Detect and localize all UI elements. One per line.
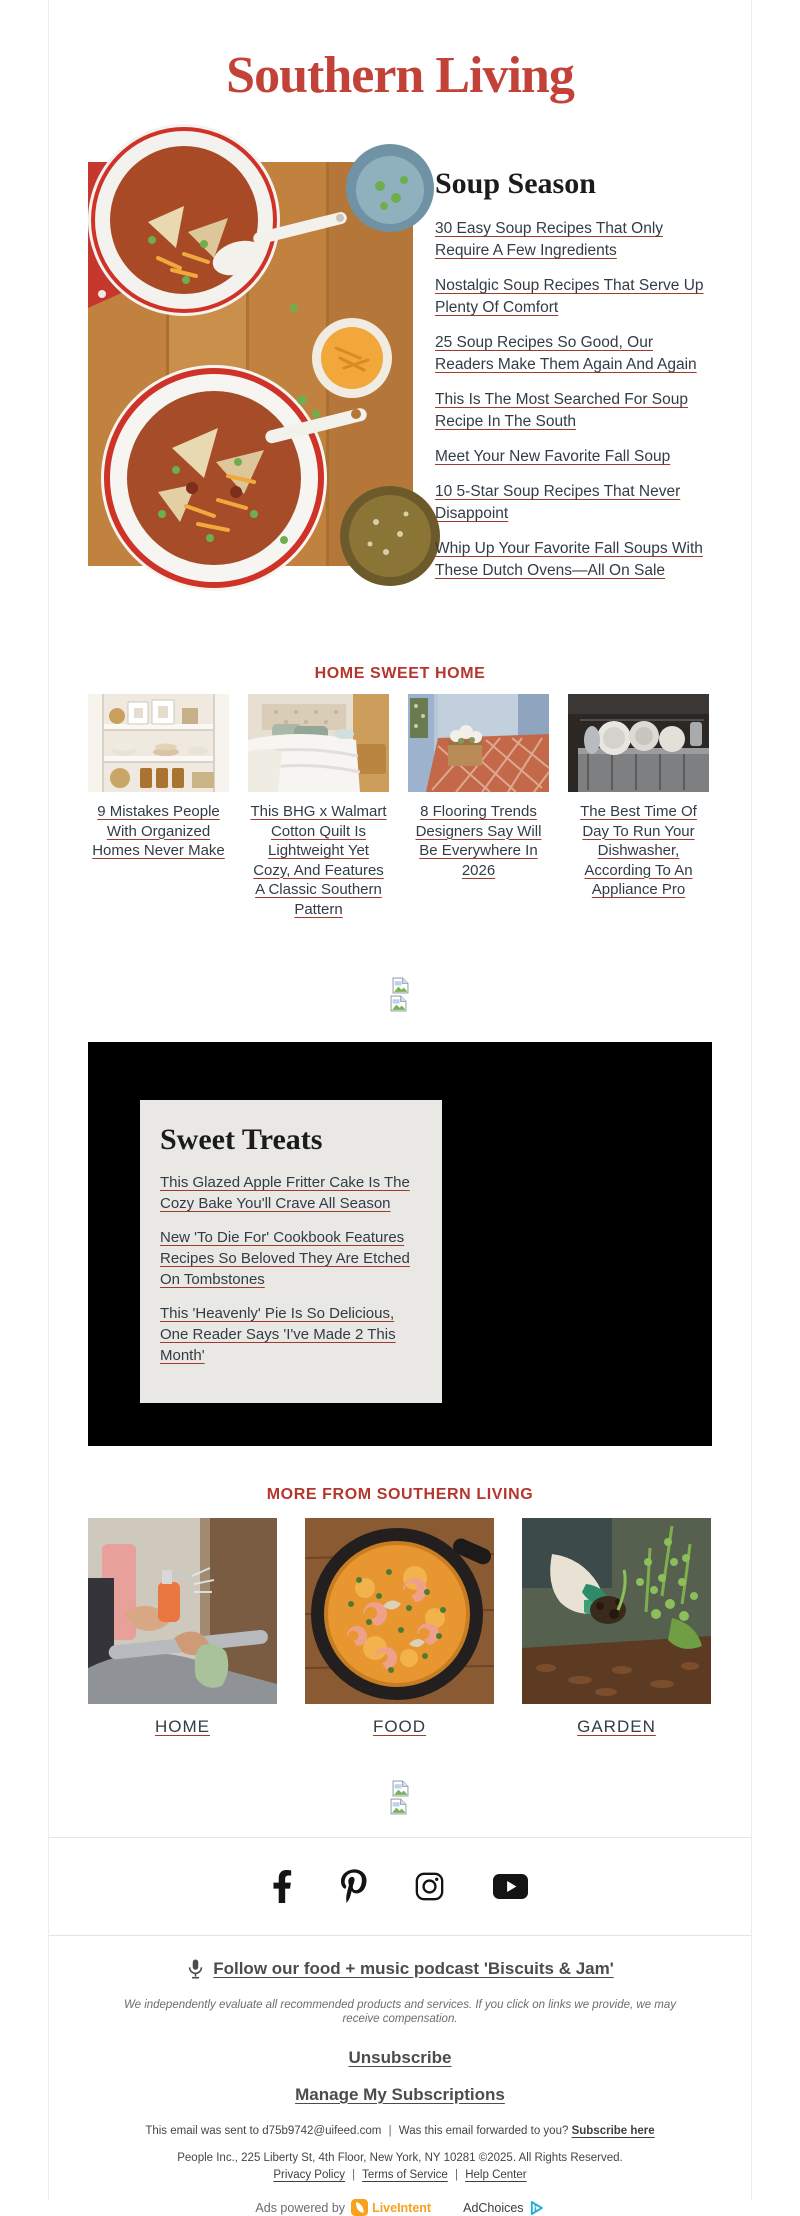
- card-bhg-quilt: [248, 694, 389, 919]
- soup-link-2[interactable]: Nostalgic Soup Recipes That Serve Up Plenty Of Comfort: [435, 277, 704, 316]
- more-from-cards: [88, 1518, 712, 1738]
- sweet-treats-link-1[interactable]: This Glazed Apple Fritter Cake Is The Cozy Bake You'll Crave All Season: [160, 1174, 410, 1212]
- paella-illustration: [305, 1518, 494, 1704]
- liveintent-icon: [351, 2199, 368, 2216]
- forwarded-question: Was this email forwarded to you?: [398, 2125, 569, 2137]
- card-flooring-trends-link[interactable]: 8 Flooring Trends Designers Say Will Be Everywhere In 2026: [415, 803, 542, 879]
- card-flooring-trends: [408, 694, 549, 919]
- soup-link-4[interactable]: This Is The Most Searched For Soup Recipe In The South: [435, 391, 688, 430]
- sweet-treats-link-2[interactable]: New 'To Die For' Cookbook Features Recipes So Beloved They Are Etched On Tombstones: [160, 1229, 410, 1288]
- broken-image-icon: [390, 995, 407, 1012]
- subscribe-here-link[interactable]: Subscribe here: [571, 2125, 655, 2137]
- sweet-treats-title: Sweet Treats: [160, 1123, 323, 1156]
- soup-link-1[interactable]: 30 Easy Soup Recipes That Only Require A Few Ingredients: [435, 220, 664, 259]
- organized-cabinet-photo[interactable]: [88, 694, 229, 792]
- soup-photo-illustration: [88, 162, 413, 566]
- garden-category-link[interactable]: GARDEN: [577, 1717, 656, 1736]
- card-organized-homes: [88, 694, 229, 919]
- sweet-treats-section: [88, 1042, 712, 1446]
- cleaning-illustration: [88, 1518, 277, 1704]
- cabinet-illustration: [88, 694, 229, 792]
- broken-image-placeholders: [88, 1780, 712, 1815]
- broken-image-icon: [390, 1798, 407, 1815]
- disclaimer-text: We independently evaluate all recommended products and services. If you click on links we provide, we may receive compensation.: [123, 1999, 677, 2025]
- food-category: [305, 1518, 494, 1738]
- card-organized-homes-link[interactable]: 9 Mistakes People With Organized Homes Never Make: [92, 803, 225, 859]
- social-icons-row: [49, 1838, 751, 1935]
- broken-image-icon: [392, 1780, 409, 1797]
- gardening-illustration: [522, 1518, 711, 1704]
- adchoices[interactable]: [463, 2200, 544, 2216]
- card-dishwasher-link[interactable]: The Best Time Of Day To Run Your Dishwasher, According To An Appliance Pro: [580, 803, 697, 898]
- podcast-link[interactable]: Follow our food + music podcast 'Biscuits & Jam': [213, 1959, 614, 1978]
- home-category-photo[interactable]: [88, 1518, 277, 1704]
- liveintent-label: LiveIntent: [372, 2200, 432, 2215]
- sweet-treats-link-3[interactable]: This 'Heavenly' Pie Is So Delicious, One Reader Says 'I've Made 2 This Month': [160, 1305, 396, 1364]
- liveintent-logo[interactable]: [351, 2199, 431, 2216]
- food-category-photo[interactable]: [305, 1518, 494, 1704]
- home-category-link[interactable]: HOME: [155, 1717, 210, 1736]
- microphone-icon: [186, 1958, 205, 1980]
- flooring-photo[interactable]: [408, 694, 549, 792]
- facebook-icon[interactable]: [272, 1869, 293, 1903]
- southern-living-logo[interactable]: Southern Living: [226, 47, 574, 104]
- help-center-link[interactable]: Help Center: [465, 2169, 527, 2181]
- adchoices-icon: [529, 2200, 545, 2216]
- soup-link-5[interactable]: Meet Your New Favorite Fall Soup: [435, 448, 671, 465]
- instagram-icon[interactable]: [414, 1869, 445, 1903]
- sweet-treats-card: [140, 1100, 442, 1403]
- unsubscribe-link[interactable]: Unsubscribe: [348, 2048, 452, 2067]
- soup-link-3[interactable]: 25 Soup Recipes So Good, Our Readers Make Them Again And Again: [435, 334, 697, 373]
- sent-to-line: [49, 2124, 751, 2138]
- garden-category-photo[interactable]: [522, 1518, 711, 1704]
- soup-bowls-photo[interactable]: [88, 162, 413, 566]
- terms-of-service-link[interactable]: Terms of Service: [362, 2169, 448, 2181]
- soup-links-column: [435, 162, 712, 595]
- separator: |: [352, 2169, 356, 2181]
- company-address: People Inc., 225 Liberty St, 4th Floor, New York, NY 10281 ©2025. All Rights Reserved.: [177, 2152, 623, 2164]
- quilt-illustration: [248, 694, 389, 792]
- podcast-row: [49, 1958, 751, 1980]
- card-dishwasher: [568, 694, 709, 919]
- broken-image-icon: [392, 977, 409, 994]
- home-category: [88, 1518, 277, 1738]
- food-category-link[interactable]: FOOD: [372, 1717, 427, 1736]
- sent-to-text: This email was sent to d75b9742@uifeed.com: [145, 2125, 382, 2137]
- ads-row: [49, 2199, 751, 2216]
- divider: [49, 1935, 751, 1936]
- separator: |: [388, 2125, 392, 2137]
- flooring-illustration: [408, 694, 549, 792]
- card-bhg-quilt-link[interactable]: This BHG x Walmart Cotton Quilt Is Lightweight Yet Cozy, And Features A Classic Southern Pattern: [250, 803, 387, 918]
- home-sweet-home-heading: HOME SWEET HOME: [314, 665, 486, 682]
- more-from-heading: MORE FROM SOUTHERN LIVING: [266, 1486, 534, 1503]
- legal-links-row: [49, 2168, 751, 2182]
- garden-category: [522, 1518, 711, 1738]
- home-sweet-home-cards: [88, 694, 712, 919]
- ads-powered-by-text: Ads powered by: [255, 2200, 346, 2215]
- soup-link-6[interactable]: 10 5-Star Soup Recipes That Never Disappoint: [435, 483, 681, 522]
- soup-link-7[interactable]: Whip Up Your Favorite Fall Soups With These Dutch Ovens—All On Sale: [435, 540, 703, 579]
- soup-season-title: Soup Season: [435, 167, 596, 200]
- separator: |: [455, 2169, 459, 2181]
- privacy-policy-link[interactable]: Privacy Policy: [273, 2169, 345, 2181]
- pinterest-icon[interactable]: [341, 1869, 367, 1903]
- manage-subscriptions-link[interactable]: Manage My Subscriptions: [295, 2085, 505, 2104]
- broken-image-placeholders: [88, 977, 712, 1012]
- quilt-bed-photo[interactable]: [248, 694, 389, 792]
- dishwasher-photo[interactable]: [568, 694, 709, 792]
- soup-season-section: [88, 162, 712, 595]
- youtube-icon[interactable]: [493, 1869, 528, 1903]
- adchoices-label: AdChoices: [463, 2200, 524, 2215]
- dishwasher-illustration: [568, 694, 709, 792]
- email-body: [48, 0, 752, 2215]
